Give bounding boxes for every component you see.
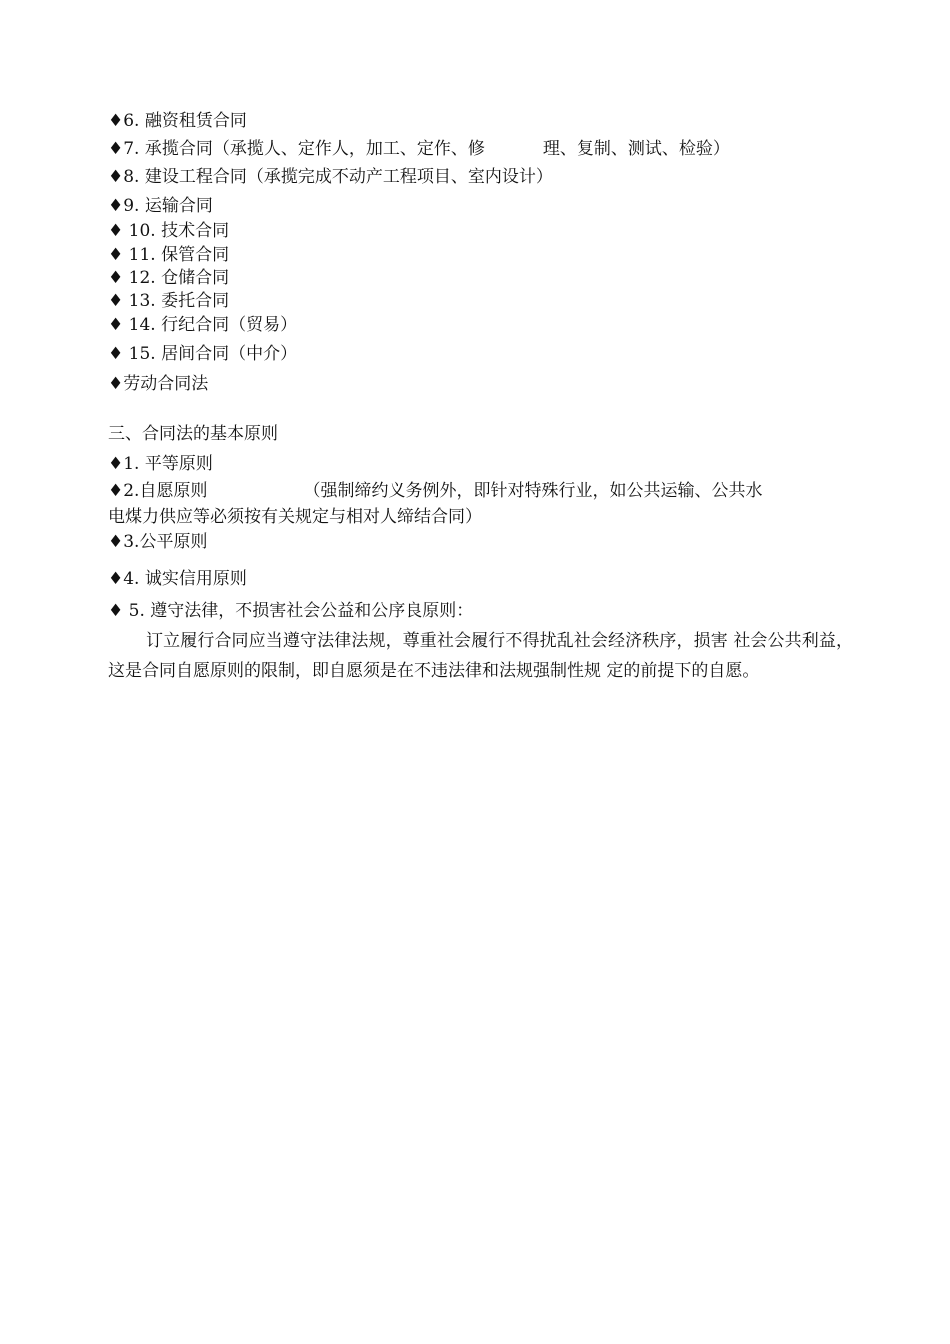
list-item-contracting xyxy=(108,138,730,160)
principle-legality: ♦ 5. 遵守法律，不损害社会公益和公序良原则： xyxy=(108,601,474,621)
contracting-text-left: ♦7. 承揽合同（承揽人、定作人，加工、定作、修 xyxy=(108,139,485,159)
contracting-text-right: 理、复制、测试、检验） xyxy=(542,139,730,159)
list-item-commission-agency: ♦ 14. 行纪合同（贸易） xyxy=(108,315,298,335)
list-item-labor-contract-law: ♦劳动合同法 xyxy=(108,374,209,394)
body-paragraph: 订立履行合同应当遵守法律法规，尊重社会履行不得扰乱社会经济秩序，损害 社会公共利益，这是合同自愿原则的限制，即自愿须是在不违法律和法规强制性规 定的前提下的自愿。 xyxy=(108,631,853,681)
list-item-custody: ♦ 11. 保管合同 xyxy=(108,245,230,265)
voluntariness-label: ♦2.自愿原则 xyxy=(108,481,208,501)
principle-equality: ♦1. 平等原则 xyxy=(108,454,213,474)
voluntariness-note-continued: 电煤力供应等必须按有关规定与相对人缔结合同） xyxy=(108,507,482,527)
list-item-financial-lease: ♦6. 融资租赁合同 xyxy=(108,111,247,131)
voluntariness-note: （强制缔约义务例外，即针对特殊行业，如公共运输、公共水 xyxy=(303,481,763,501)
list-item-technology: ♦ 10. 技术合同 xyxy=(108,221,230,241)
list-item-entrustment: ♦ 13. 委托合同 xyxy=(108,291,230,311)
list-item-transport: ♦9. 运输合同 xyxy=(108,196,213,216)
section-heading: 三、合同法的基本原则 xyxy=(108,424,278,444)
list-item-warehousing: ♦ 12. 仓储合同 xyxy=(108,268,230,288)
list-item-brokerage: ♦ 15. 居间合同（中介） xyxy=(108,344,298,364)
principle-voluntariness xyxy=(108,480,762,502)
list-item-construction: ♦8. 建设工程合同（承揽完成不动产工程项目、室内设计） xyxy=(108,167,553,187)
principle-good-faith: ♦4. 诚实信用原则 xyxy=(108,569,247,589)
principle-fairness: ♦3.公平原则 xyxy=(108,532,208,552)
